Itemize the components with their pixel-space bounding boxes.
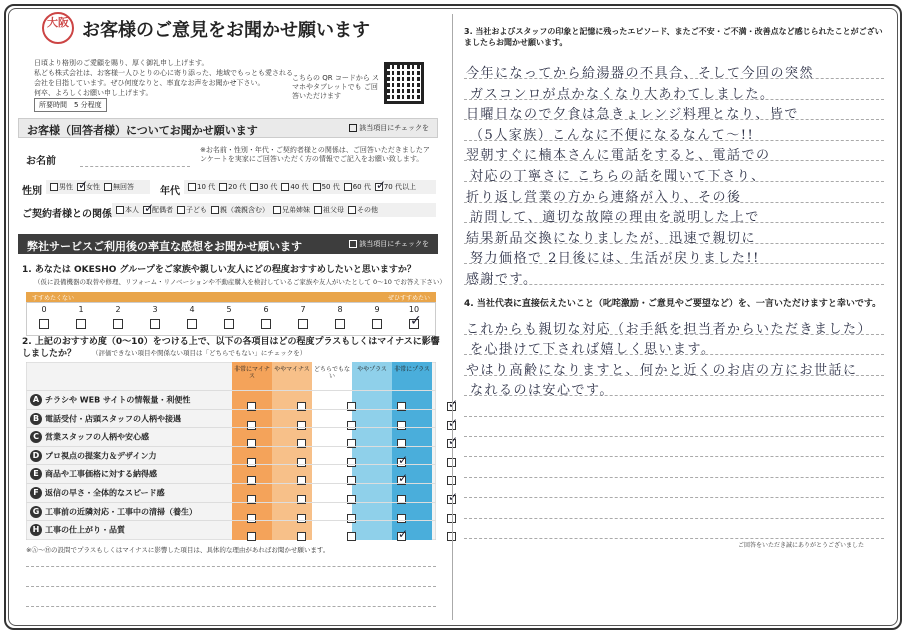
score-checkbox[interactable]: [372, 319, 382, 329]
score-label: 4: [189, 305, 195, 314]
checkbox[interactable]: [219, 183, 227, 191]
checkbox[interactable]: [344, 183, 352, 191]
checkbox[interactable]: [281, 183, 289, 191]
q2-item-row: [26, 409, 436, 428]
handwritten-line: やはり高齢になりますと、何かと近くのお店の方にお世話に: [466, 362, 858, 378]
score-label: 2: [115, 305, 121, 314]
thanks-message: ご回答をいただき誠にありがとうございました: [738, 542, 865, 549]
customer-section-header: [18, 118, 438, 138]
q2-title: 2. 上記のおすすめ度（0〜10）をつける上で、以下の各項目はどの程度プラスもしくはマイナスに影響しましたか？: [22, 337, 440, 359]
item-text: 返信の早さ・全体的なスピード感: [45, 488, 165, 498]
q1-subtitle: （仮に設備機器の取替や修理、リフォーム・リノベーションや不動産購入を検討しているご家族や友人がいたとして 0〜10 でお答え下さい）: [34, 278, 446, 286]
handwritten-line: 対応の丁寧さに こちらの話を聞いて下さり、: [470, 169, 766, 184]
option-label: 子ども: [186, 206, 207, 214]
score-checkbox[interactable]: [261, 319, 271, 329]
checkbox[interactable]: [104, 183, 112, 191]
checkbox[interactable]: [250, 183, 258, 191]
option-label: 親（義親含む）: [220, 206, 269, 214]
column-header: 非常にマイナス: [234, 366, 270, 380]
qr-instructions: こちらの QR コードから スマホやタブレットでも ご回答いただけます: [292, 74, 380, 100]
intro-line: 何卒、よろしくお願い申し上げます。: [34, 89, 153, 97]
checkbox[interactable]: [77, 183, 85, 191]
option-label: 60 代: [352, 183, 371, 191]
relation-label: ご契約者様との関係: [22, 209, 112, 220]
item-letter-icon: H: [30, 524, 42, 536]
rating-checkbox[interactable]: [397, 532, 406, 541]
q2-item-label: [30, 468, 157, 480]
ages-option[interactable]: [188, 182, 215, 192]
q2-item-label: [30, 413, 181, 425]
answer-line: [464, 477, 884, 478]
score-checkbox[interactable]: [113, 319, 123, 329]
q1-title: 1. あなたは OKESHO グループをご家族や親しい友人にどの程度おすすめしたいと思いますか？: [22, 265, 416, 275]
score-label: 0: [41, 305, 47, 314]
item-letter-icon: D: [30, 450, 42, 462]
relation-options: [112, 203, 436, 217]
q2-item-label: [30, 431, 149, 443]
option-label: 本人: [125, 206, 139, 214]
q1-scale-header: [26, 292, 436, 302]
option-label: 40 代: [290, 183, 309, 191]
column-divider: [452, 14, 453, 620]
relations-option[interactable]: [143, 205, 173, 215]
age-options: [184, 180, 436, 194]
handwritten-line: なれるのは安心です。: [470, 383, 614, 399]
intro-line: 私ども株式会社は、お客様一人ひとりの心に寄り添った、地域でもっとも愛される: [34, 69, 293, 77]
item-letter-icon: G: [30, 506, 42, 518]
checkbox[interactable]: [177, 206, 185, 214]
checkbox[interactable]: [313, 183, 321, 191]
score-checkbox[interactable]: [409, 319, 419, 329]
genders-option[interactable]: [50, 182, 73, 192]
option-label: 70 代以上: [383, 183, 416, 191]
name-field[interactable]: [80, 166, 190, 167]
intro-line: 会社を目指しています。ぜひ何度なりと、率直なお声をお聞かせ下さい。: [34, 79, 265, 87]
item-letter-icon: B: [30, 413, 42, 425]
option-label: 50 代: [321, 183, 340, 191]
handwritten-line: 日曜日なので夕食は急きょレンジ料理となり、皆で: [466, 107, 799, 123]
q3-title: 3. 当社およびスタッフの印象と記憶に残ったエピソード、またご不安・ご不満・改善点など感じられたことがございましたらお聞かせ願います。: [464, 27, 883, 47]
handwritten-line: 今年になってから給湯器の不具合、そして今回の突然: [466, 66, 815, 81]
score-checkbox[interactable]: [335, 319, 345, 329]
company-seal-icon: 大阪: [42, 12, 74, 44]
rating-checkbox[interactable]: [347, 532, 356, 541]
item-text: 商品や工事価格に対する納得感: [45, 469, 157, 479]
checkbox[interactable]: [50, 183, 58, 191]
item-text: 電話受付・店頭スタッフの人柄や接遇: [45, 414, 181, 424]
score-label: 1: [78, 305, 84, 314]
handwritten-line: 努力価格で 2日後には、生活が戻りました!!: [470, 251, 760, 267]
score-checkbox[interactable]: [224, 319, 234, 329]
genders-option[interactable]: [77, 182, 100, 192]
item-text: 営業スタッフの人柄や安心感: [45, 432, 149, 442]
checkbox[interactable]: [116, 206, 124, 214]
handwritten-line: 訪問して、適切な故障の理由を説明した上で: [470, 210, 760, 226]
q2-reason-line[interactable]: [26, 606, 436, 607]
gender-options: [46, 180, 150, 194]
item-text: 工事の仕上がり・品質: [45, 525, 125, 535]
q2-item-row: [26, 427, 436, 446]
q1-score-options: [26, 302, 436, 336]
score-checkbox[interactable]: [150, 319, 160, 329]
checkbox[interactable]: [314, 206, 322, 214]
option-label: 10 代: [197, 183, 216, 191]
check-note: 該当項目にチェックを: [349, 239, 429, 249]
ages-option[interactable]: [313, 182, 340, 192]
relations-option[interactable]: [211, 205, 269, 215]
q4-answer-area[interactable]: [464, 316, 884, 536]
q2-item-row: [26, 464, 436, 483]
score-label: 3: [152, 305, 158, 314]
q4-title: 4. 当社代表に直接伝えたいこと（叱咤激励・ご意見やご要望など）を、一言いただけますと幸いです。: [464, 299, 882, 309]
score-label: 5: [226, 305, 232, 314]
customer-section-title: お客様（回答者様）についてお聞かせ願います: [27, 124, 258, 137]
q2-item-label: [30, 524, 125, 536]
item-letter-icon: E: [30, 468, 42, 480]
option-label: 女性: [86, 183, 100, 191]
answer-line: [464, 416, 884, 417]
check-note: 該当項目にチェックを: [349, 123, 429, 133]
q2-item-row: [26, 483, 436, 502]
option-label: 男性: [59, 183, 73, 191]
scale-high-label: ぜひすすめたい: [387, 294, 430, 302]
handwritten-line: 感謝です。: [466, 272, 538, 287]
item-letter-icon: A: [30, 394, 42, 406]
q2-reason-line[interactable]: [26, 566, 436, 567]
relations-option[interactable]: [177, 205, 207, 215]
q2-item-row: [26, 390, 436, 409]
score-label: 8: [337, 305, 343, 314]
name-note: ※お名前・性別・年代・ご契約者様との関係は、ご回答いただきましたアンケートを実家にご回答いただく方の情報でご記入をお願い致します。: [200, 146, 430, 163]
qr-code-icon[interactable]: [384, 62, 424, 104]
relations-option[interactable]: [116, 205, 139, 215]
ages-option[interactable]: [250, 182, 277, 192]
answer-line: [464, 436, 884, 437]
column-header: どちらでもない: [314, 366, 350, 380]
time-required: 所要時間 5 分程度: [34, 98, 107, 112]
handwritten-line: を心掛けて下されば嬉しく思います。: [470, 342, 716, 358]
relations-option[interactable]: [348, 205, 378, 215]
handwritten-line: 翌朝すぐに楠本さんに電話をすると、電話での: [466, 148, 771, 164]
relations-option[interactable]: [314, 205, 344, 215]
q2-item-row: [26, 446, 436, 465]
q2-reason-line[interactable]: [26, 586, 436, 587]
intro-line: 日頃より格別のご愛顧を賜り、厚く御礼申し上げます。: [34, 59, 209, 67]
handwritten-line: （5人家族）こんなに不便になるなんて〜!!: [470, 127, 755, 143]
option-label: その他: [357, 206, 378, 214]
option-label: 30 代: [259, 183, 278, 191]
genders-option[interactable]: [104, 182, 134, 192]
checkbox[interactable]: [375, 183, 383, 191]
age-label: 年代: [160, 186, 180, 197]
handwritten-line: ガスコンロが点かなくなり大あわてしました。: [470, 86, 775, 102]
q2-items: [26, 362, 436, 540]
handwritten-line: これからも親切な対応（お手紙を担当者からいただきました）: [466, 322, 873, 337]
q2-item-label: [30, 506, 197, 518]
intro-text: [34, 58, 293, 98]
option-label: 無回答: [113, 183, 134, 191]
checkbox[interactable]: [273, 206, 281, 214]
answer-line: [464, 518, 884, 519]
page-title: お客様のご意見をお聞かせ願います: [82, 20, 370, 41]
column-header: ややプラス: [357, 366, 387, 373]
q3-answer-area[interactable]: [464, 60, 884, 290]
checkbox[interactable]: [188, 183, 196, 191]
score-label: 9: [374, 305, 380, 314]
item-text: チラシや WEB サイトの情報量・利便性: [45, 395, 191, 405]
score-checkbox[interactable]: [76, 319, 86, 329]
q2-note: ※Ⓐ〜Ⓗの設問でプラスもしくはマイナスに影響した項目は、具体的な理由があればお聞かせ願います。: [26, 546, 330, 554]
checkbox[interactable]: [348, 206, 356, 214]
ages-option[interactable]: [281, 182, 308, 192]
checkbox-sample-icon: [349, 240, 357, 248]
answer-line: [464, 497, 884, 498]
item-letter-icon: F: [30, 487, 42, 499]
handwritten-line: 結果新品交換になりましたが、迅速で親切に: [466, 230, 757, 246]
relations-option[interactable]: [273, 205, 310, 215]
scale-low-label: すすめたくない: [32, 294, 75, 302]
option-label: 兄弟姉妹: [282, 206, 310, 214]
rating-checkbox[interactable]: [297, 532, 306, 541]
q2-item-row: [26, 520, 436, 539]
q2-item-label: [30, 450, 156, 462]
checkbox[interactable]: [211, 206, 219, 214]
name-label: お名前: [26, 156, 56, 167]
option-label: 20 代: [228, 183, 247, 191]
handwritten-line: 折り返し営業の方から連絡が入り、その後: [466, 189, 742, 205]
checkbox-sample-icon: [349, 124, 357, 132]
ages-option[interactable]: [219, 182, 246, 192]
answer-line: [464, 456, 884, 457]
q2-item-row: [26, 502, 436, 521]
score-label: 6: [263, 305, 269, 314]
score-checkbox[interactable]: [39, 319, 49, 329]
gender-label: 性別: [22, 186, 42, 197]
score-checkbox[interactable]: [298, 319, 308, 329]
ages-option[interactable]: [344, 182, 371, 192]
answer-line: [464, 538, 884, 539]
q2-item-label: [30, 394, 190, 406]
item-text: プロ視点の提案力＆デザイン力: [45, 451, 157, 461]
q2-item-label: [30, 487, 165, 499]
checkbox[interactable]: [143, 206, 151, 214]
item-letter-icon: C: [30, 431, 42, 443]
ages-option[interactable]: [375, 182, 416, 192]
column-header: 非常にプラス: [394, 366, 430, 373]
option-label: 配偶者: [152, 206, 173, 214]
score-label: 7: [300, 305, 306, 314]
q2-subtitle: （評価できない項目や関係ない項目は「どちらでもない」にチェックを）: [92, 349, 307, 357]
service-section-title: 弊社サービスご利用後の率直な感想をお聞かせ願います: [27, 240, 302, 253]
item-text: 工事前の近隣対応・工事中の清掃（養生）: [45, 507, 197, 517]
score-label: 10: [408, 305, 420, 314]
service-section-header: [18, 234, 438, 254]
option-label: 祖父母: [323, 206, 344, 214]
rating-checkbox[interactable]: [247, 532, 256, 541]
score-checkbox[interactable]: [187, 319, 197, 329]
column-header: ややマイナス: [274, 366, 310, 373]
q1-scale: [26, 292, 436, 336]
